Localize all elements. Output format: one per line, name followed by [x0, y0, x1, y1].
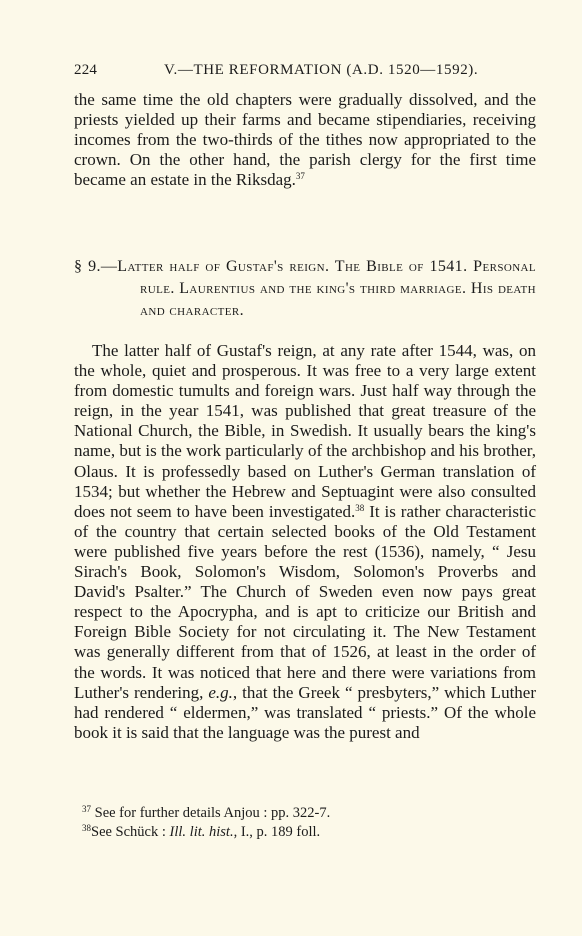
footnote-38-text-a: See Schück : — [91, 824, 170, 840]
running-header — [74, 62, 544, 84]
paragraph-1-text: the same time the old chapters were gradually dissolved, and the priests yielded up their farms and became stipendiaries, receiving incomes from the two-thirds of the tithes now appropriated to the crown. On the other hand, the parish clergy for the first time became an estate in the Riksdag. — [74, 90, 536, 190]
section-heading-text: § 9.—Latter half of Gustaf's reign. The Bible of 1541. Personal rule. Laurentius and the king's third marriage. His death and character. — [74, 258, 536, 319]
paragraph-2-eg: e.g. — [208, 682, 233, 702]
paragraph-2-text-a: The latter half of Gustaf's reign, at any rate after 1544, was, on the whole, quiet and prosperous. It was free to a very large extent from domestic tumults and foreign wars. Just half way through the reign, in the year 1541, was published that great treasure of the National Church, the Bible, in Swedish. It usually bears the king's name, but is the work particularly of the archbishop and his brother, Olaus. It is professedly based on Luther's German translation of 1534; but whether the Hebrew and Septuagint were also consulted does not seem to have been investigated. — [74, 341, 536, 521]
paragraph-2-text-c: , that the Greek “ presbyters,” which Luther had rendered “ eldermen,” was translated “ priests.” Of the whole book it is said that the language was the purest and — [74, 682, 536, 742]
page-number: 224 — [74, 62, 98, 78]
footnote-37-text: See for further details Anjou : pp. 322-7. — [94, 805, 331, 821]
paragraph-2-text-b: It is rather characteristic of the country that certain selected books of the Old Testament were published five years before the rest (1536), namely, “ Jesu Sirach's Book, Solomon's Wisdom, Solomon's Proverbs and David's Psalter.” The Church of Sweden even now pays great respect to the Apocrypha, and is apt to criticize our British and Foreign Bible Society for not circulating it. The New Testament was generally different from that of 1526, at least in the order of the words. It was noticed that here and there were variations from Luther's rendering, — [74, 501, 536, 702]
footnote-38-text-b: , I., p. 189 foll. — [233, 824, 321, 840]
footnote-38-mark: 38 — [82, 823, 91, 833]
footnote-ref-38: 38 — [355, 502, 365, 513]
footnote-37 — [82, 804, 522, 823]
paragraph-2 — [74, 341, 536, 743]
footnote-38-italic: Ill. lit. hist. — [169, 824, 234, 840]
footnote-ref-37: 37 — [295, 171, 305, 182]
footnotes — [82, 804, 522, 842]
footnote-38 — [82, 823, 522, 842]
running-title: V.—THE REFORMATION (A.D. 1520—1592). — [164, 62, 479, 78]
section-heading — [74, 256, 536, 322]
footnote-37-mark: 37 — [82, 804, 91, 814]
paragraph-1 — [74, 90, 536, 190]
